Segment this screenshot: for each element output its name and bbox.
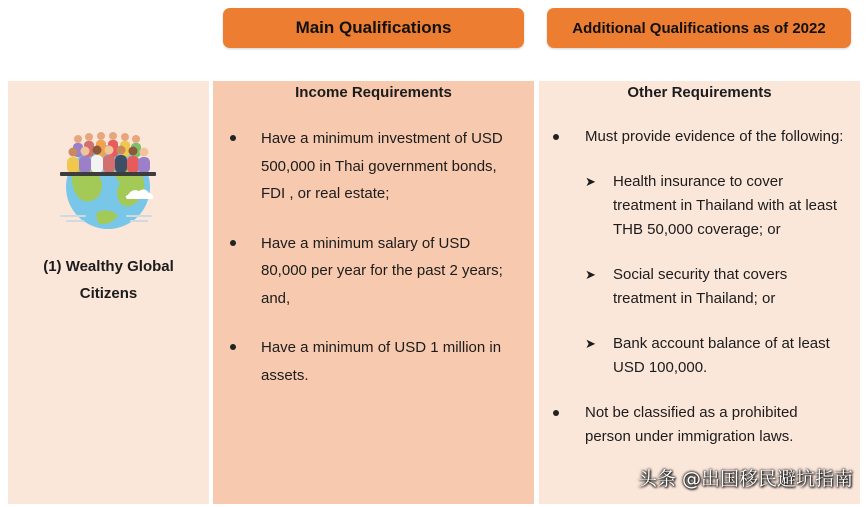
main-qualifications-label: Main Qualifications — [295, 18, 452, 37]
evidence-sub-list — [585, 170, 845, 380]
bullet-dot-icon — [553, 134, 559, 140]
category-column — [8, 81, 209, 504]
arrowhead-bullet-icon: ➤ — [585, 174, 596, 189]
main-qualifications-tab — [223, 8, 524, 48]
income-item-text: Have a minimum salary of USD 80,000 per year for the past 2 years; and, — [261, 234, 503, 307]
evidence-item-text: Bank account balance of at least USD 100,000. — [613, 335, 830, 376]
watermark: 头条 @出国移民避坑指南 — [637, 468, 853, 490]
list-item — [213, 125, 511, 208]
bullet-dot-icon — [230, 240, 236, 246]
arrowhead-bullet-icon: ➤ — [585, 336, 596, 351]
prohibited-person-text: Not be classified as a prohibited person under immigration laws. — [585, 404, 798, 445]
list-item — [213, 334, 511, 389]
other-requirements-column — [539, 81, 860, 504]
list-item — [585, 332, 838, 380]
other-requirements-heading: Other Requirements — [627, 84, 772, 101]
additional-qualifications-tab — [547, 8, 851, 48]
world-citizens-globe-icon — [58, 123, 158, 233]
evidence-item-text: Health insurance to cover treatment in Thailand with at least THB 50,000 coverage; or — [613, 173, 838, 238]
list-item — [213, 230, 511, 313]
arrowhead-bullet-icon: ➤ — [585, 267, 596, 282]
list-item — [585, 263, 838, 311]
income-item-text: Have a minimum investment of USD 500,000 in Thai government bonds, FDI , or real estate; — [261, 130, 503, 202]
category-label-line2: Citizens — [79, 285, 138, 302]
income-requirements-list — [213, 125, 511, 411]
other-requirements-list — [539, 125, 845, 449]
evidence-item-text: Social security that covers treatment in Thailand; or — [613, 266, 788, 307]
evidence-intro-text: Must provide evidence of the following: — [585, 128, 844, 145]
bullet-dot-icon — [230, 344, 236, 350]
income-item-text: Have a minimum of USD 1 million in assets. — [261, 339, 502, 384]
category-label-line1: (1) Wealthy Global — [43, 258, 174, 275]
additional-qualifications-label: Additional Qualifications as of 2022 — [572, 19, 826, 37]
list-item — [539, 125, 845, 380]
category-label — [8, 253, 209, 307]
bullet-dot-icon — [230, 135, 236, 141]
income-requirements-heading: Income Requirements — [295, 84, 452, 101]
income-requirements-column — [213, 81, 534, 504]
list-item — [539, 401, 845, 449]
list-item — [585, 170, 838, 242]
bullet-dot-icon — [553, 410, 559, 416]
